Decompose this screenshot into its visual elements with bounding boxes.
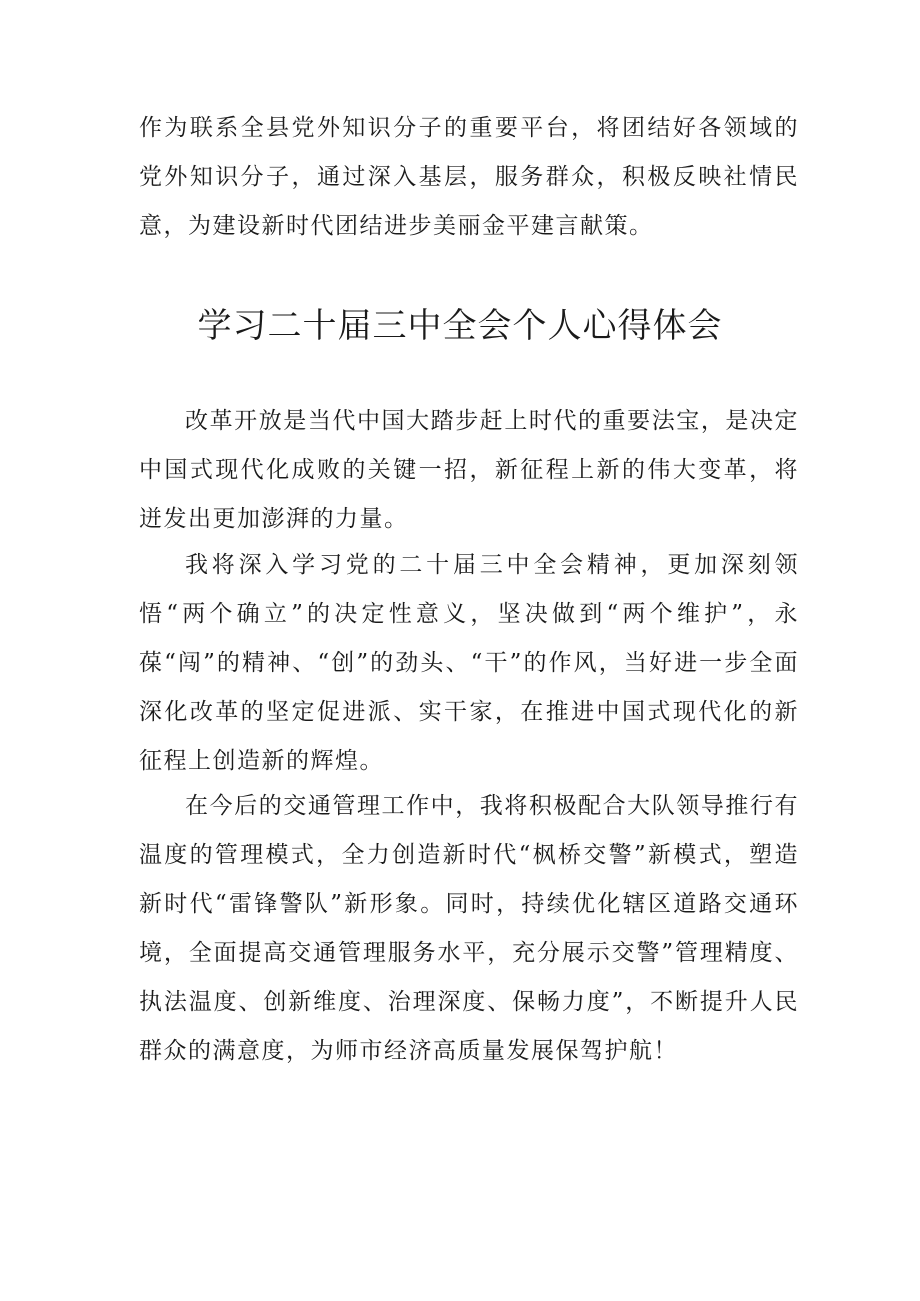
body-paragraph-3: 在今后的交通管理工作中，我将积极配合大队领导推行有温度的管理模式，全力创造新时代“枫桥交警”新模式，塑造新时代“雷锋警队”新形象。同时，持续优化辖区道路交通环境，全面提高交通管理服务水平，充分展示交警”管理精度、执法温度、创新维度、治理深度、保畅力度”，不断提升人民群众的满意度，为师市经济高质量发展保驾护航！ bbox=[139, 793, 799, 1064]
document-title: 学习二十届三中全会个人心得体会 bbox=[197, 306, 723, 346]
body-paragraph-2: 我将深入学习党的二十届三中全会精神，更加深刻领悟“两个确立”的决定性意义，坚决做到“两个维护”，永葆“闯”的精神、“创”的劲头、“干”的作风，当好进一步全面深化改革的坚定促进派、实干家，在推进中国式现代化的新征程上创造新的辉煌。 bbox=[139, 552, 799, 774]
body-paragraph-1: 改革开放是当代中国大踏步赶上时代的重要法宝，是决定中国式现代化成败的关键一招，新征程上新的伟大变革，将迸发出更加澎湃的力量。 bbox=[139, 408, 799, 532]
intro-paragraph: 作为联系全县党外知识分子的重要平台，将团结好各领域的党外知识分子，通过深入基层，服务群众，积极反映社情民意，为建设新时代团结进步美丽金平建言献策。 bbox=[139, 115, 799, 239]
